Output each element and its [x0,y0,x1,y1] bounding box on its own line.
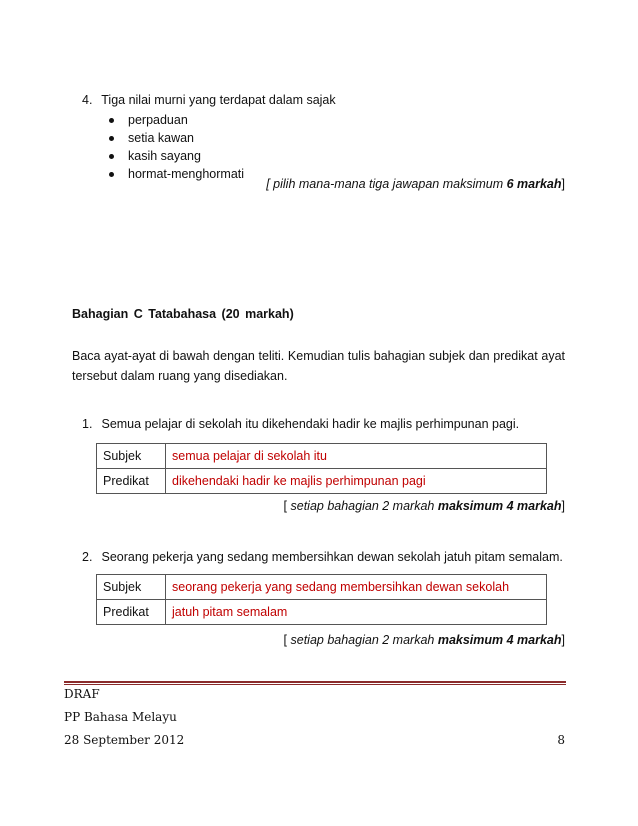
table-row [97,575,547,600]
bullet-icon [109,136,114,141]
question-1: 1. Semua pelajar di sekolah itu dikehendaki hadir ke majlis perhimpunan pagi. [82,417,520,431]
table-row [97,469,547,494]
question-4-number: 4. [82,93,93,107]
list-item: hormat-menghormati [102,165,244,183]
bullet-icon [109,118,114,123]
bullet-icon [109,172,114,177]
subjek-answer: semua pelajar di sekolah itu [166,444,547,469]
footer-subject: PP Bahasa Melayu [64,710,177,724]
question-2: 2. Seorang pekerja yang sedang membersihkan dewan sekolah jatuh pitam semalam. [82,550,563,564]
list-item: setia kawan [102,129,244,147]
predikat-label: Predikat [97,600,166,625]
question-2-sentence: Seorang pekerja yang sedang membersihkan dewan sekolah jatuh pitam semalam. [101,550,563,564]
question-2-marks-note: [ setiap bahagian 2 markah maksimum 4 markah] [283,633,565,647]
footer-date: 28 September 2012 [64,733,185,747]
predikat-answer: jatuh pitam semalam [166,600,547,625]
question-1-answer-table [96,443,547,494]
subjek-answer: seorang pekerja yang sedang membersihkan dewan sekolah [166,575,547,600]
question-4-text: Tiga nilai murni yang terdapat dalam sajak [101,93,336,107]
list-item: kasih sayang [102,147,244,165]
question-4-marks-note: [ pilih mana-mana tiga jawapan maksimum 6 markah] [266,177,565,191]
predikat-answer: dikehendaki hadir ke majlis perhimpunan pagi [166,469,547,494]
footer-rule [64,681,566,683]
bullet-icon [109,154,114,159]
predikat-label: Predikat [97,469,166,494]
subjek-label: Subjek [97,444,166,469]
question-4 [82,93,336,107]
list-item: perpaduan [102,111,244,129]
section-instruction: Baca ayat-ayat di bawah dengan teliti. Kemudian tulis bahagian subjek dan predikat ayat tersebut dalam ruang yang disediakan. [72,349,565,383]
section-title: Bahagian C Tatabahasa (20 markah) [72,307,294,321]
question-1-sentence: Semua pelajar di sekolah itu dikehendaki hadir ke majlis perhimpunan pagi. [101,417,520,431]
question-2-answer-table [96,574,547,625]
footer-rule-thin [64,684,566,685]
table-row [97,600,547,625]
question-1-marks-note: [ setiap bahagian 2 markah maksimum 4 markah] [283,499,565,513]
subjek-label: Subjek [97,575,166,600]
footer-draft: DRAF [64,687,100,701]
page-number: 8 [557,733,565,747]
question-4-answer-list [102,111,244,183]
table-row [97,444,547,469]
